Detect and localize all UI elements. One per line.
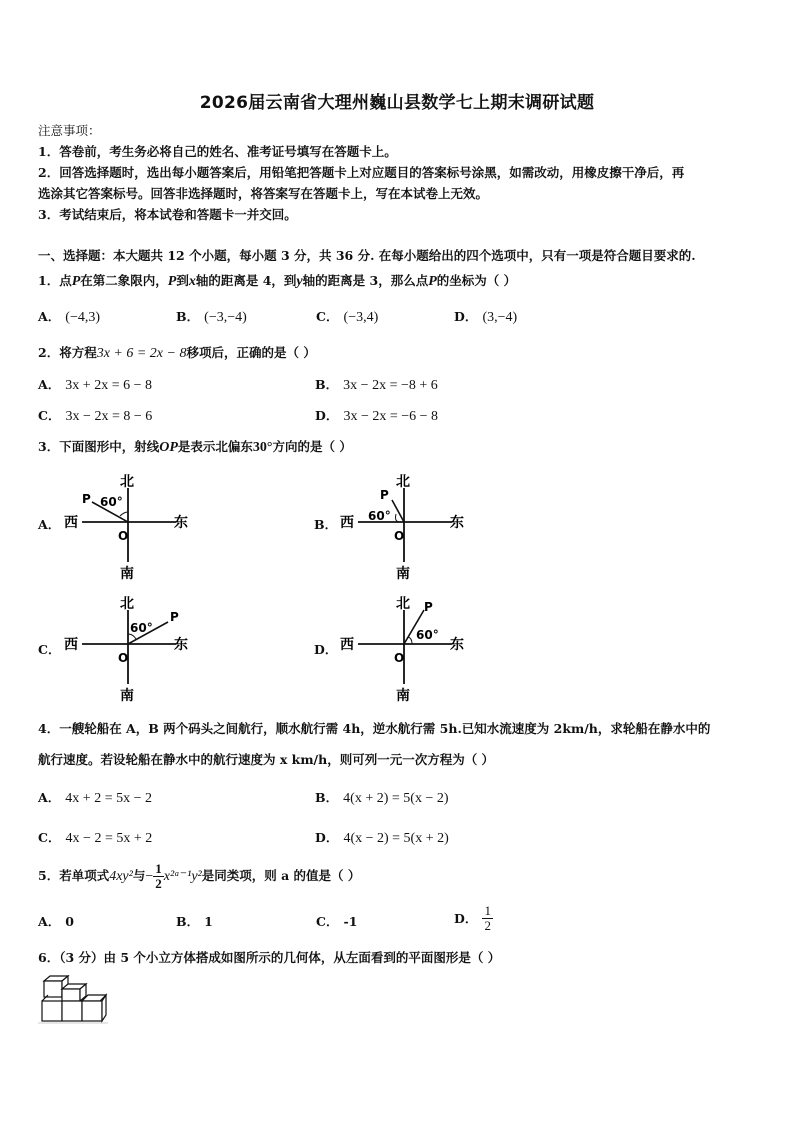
q3-option-c[interactable]: C． [38, 642, 61, 657]
page-title: 2026届云南省大理州巍山县数学七上期末调研试题 [199, 93, 595, 113]
q5-option-d[interactable]: D． $\frac{1}{2}$ [454, 903, 491, 933]
south-label: 南 [396, 566, 410, 580]
q4-option-a[interactable]: A． 4x + 2 = 5x − 2 [38, 790, 152, 806]
question-2-stem: 2．将方程3x + 6 = 2x − 8移项后，正确的是（ ） [38, 345, 316, 361]
point-label: P [82, 492, 91, 506]
question-3-stem: 3．下面图形中，射线OP是表示北偏东30°方向的是（ ） [38, 439, 352, 455]
q2-option-a[interactable]: A． 3x + 2x = 6 − 8 [38, 377, 152, 393]
ray-op [392, 500, 404, 522]
north-label: 北 [120, 474, 134, 490]
q1-option-d[interactable]: D． (3,−4) [454, 309, 518, 325]
q2-option-b[interactable]: B． 3x − 2x = −8 + 6 [315, 377, 438, 393]
q5-option-c[interactable]: C． -1 [316, 914, 358, 929]
west-label: 西 [340, 515, 354, 531]
q5-option-d-fraction: $\frac{1}{2}$ [484, 903, 491, 933]
q3-option-b[interactable]: B． [314, 517, 338, 532]
section-heading: 一、选择题：本大题共 12 个小题，每小题 3 分，共 36 分. 在每小题给出的四个选项中，只有一项是符合题目要求的. [38, 248, 696, 263]
north-label: 北 [396, 596, 410, 612]
notice-item-2-cont: 选涂其它答案标号。回答非选择题时，将答案写在答题卡上，写在本试卷上无效。 [38, 186, 489, 201]
west-label: 西 [64, 637, 78, 653]
point-label: P [380, 488, 389, 502]
south-label: 南 [396, 688, 410, 702]
compass-diagram-b [336, 470, 471, 580]
q1-option-a[interactable]: A． (−4,3) [38, 309, 101, 325]
angle-label: 60° [100, 495, 123, 509]
q1-option-c[interactable]: C． (−3,4) [316, 309, 379, 325]
question-1-stem: 1．点P在第二象限内，P到x轴的距离是 4，到y轴的距离是 3，那么点P的坐标为（ ） [38, 273, 517, 289]
south-label: 南 [120, 688, 134, 702]
notice-item-3: 3．考试结束后，将本试卷和答题卡一并交回。 [38, 207, 297, 222]
north-label: 北 [120, 596, 134, 612]
q4-option-d[interactable]: D． 4(x − 2) = 5(x + 2) [315, 830, 449, 846]
q4-option-c[interactable]: C． 4x − 2 = 5x + 2 [38, 830, 153, 846]
north-label: 北 [396, 474, 410, 490]
q1-option-b[interactable]: B． (−3,−4) [176, 309, 247, 325]
q5-option-a[interactable]: A． 0 [38, 914, 74, 929]
notice-heading: 注意事项： [38, 123, 101, 138]
notice-item-1: 1．答卷前，考生务必将自己的姓名、准考证号填写在答题卡上。 [38, 144, 397, 159]
east-label: 东 [174, 515, 188, 531]
notice-item-2: 2．回答选择题时，选出每小题答案后，用铅笔把答题卡上对应题目的答案标号涂黑，如需改动，用橡皮擦干净后，再 [38, 165, 685, 180]
question-6-stem: 6．（3 分）由 5 个小立方体搭成如图所示的几何体，从左面看到的平面图形是（ ） [38, 950, 501, 965]
question-5-stem: 5．若单项式4xy²与− $\frac{1}{2}$ x²ᵃ⁻¹y²是同类项，则 a 的值是（ ） [38, 861, 361, 891]
cubes-figure [36, 975, 110, 1027]
compass-diagram-a [60, 470, 195, 580]
compass-diagram-d [336, 592, 471, 702]
east-label: 东 [450, 637, 464, 653]
q3-option-a[interactable]: A． [38, 517, 61, 532]
compass-diagram-c [60, 592, 195, 702]
angle-label: 60° [416, 628, 439, 642]
q5-option-b[interactable]: B． 1 [176, 914, 213, 929]
origin-label: O [394, 651, 405, 665]
question-4-line-2: 航行速度。若设轮船在静水中的航行速度为 x km/h，则可列一元一次方程为（ ） [38, 752, 495, 767]
question-4-line-1: 4．一艘轮船在 A，B 两个码头之间航行，顺水航行需 4h，逆水航行需 5h.已知水流速度为 2km/h，求轮船在静水中的 [38, 721, 711, 736]
q2-option-d[interactable]: D． 3x − 2x = −6 − 8 [315, 408, 439, 424]
q3-option-d[interactable]: D． [314, 642, 338, 657]
angle-label: 60° [130, 621, 153, 635]
east-label: 东 [174, 637, 188, 653]
origin-label: O [118, 651, 129, 665]
q4-option-b[interactable]: B． 4(x + 2) = 5(x − 2) [315, 790, 449, 806]
origin-label: O [394, 529, 405, 543]
west-label: 西 [340, 637, 354, 653]
point-label: P [170, 610, 179, 624]
q5-fraction: $\frac{1}{2}$ [155, 861, 162, 891]
origin-label: O [118, 529, 129, 543]
west-label: 西 [64, 515, 78, 531]
angle-label: 60° [368, 509, 391, 523]
point-label: P [424, 600, 433, 614]
q2-option-c[interactable]: C． 3x − 2x = 8 − 6 [38, 408, 153, 424]
south-label: 南 [120, 566, 134, 580]
east-label: 东 [450, 515, 464, 531]
